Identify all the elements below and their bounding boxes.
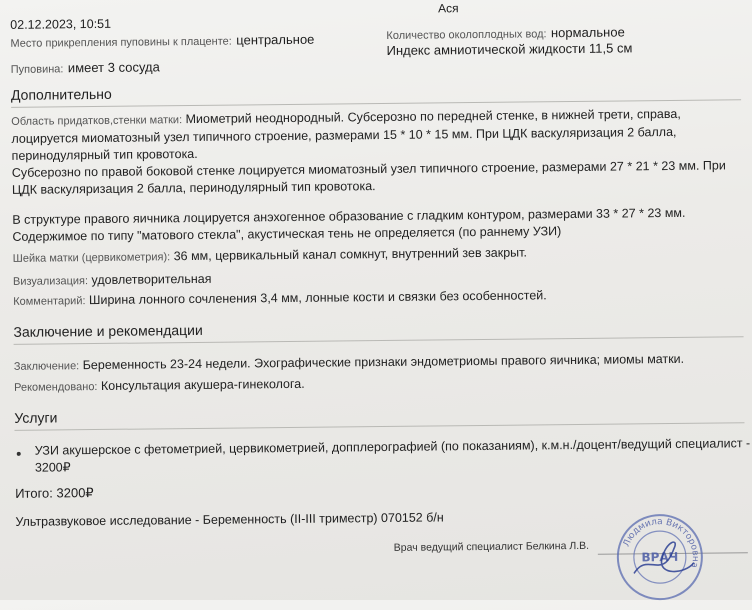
cervix-label: Шейка матки (цервикометрия): [12,251,171,265]
service-text-1: УЗИ акушерское с фетометрией, цервикометрией, допплерографией (по показаниям), к.м.н./доцент/ведущий специалист - [34,436,751,458]
cord-row [11,58,160,78]
study-title: Ультразвуковое исследование - Беременность (II-III триместр) 070152 б/н [15,510,444,529]
adnexa-text-1: Миометрий неоднородный. Субсерозно по передней стенке, в нижней трети, справа, [185,106,681,127]
visual-value: удовлетворительная [91,271,212,288]
section-title-services: Услуги [14,409,58,426]
visual-label: Визуализация: [12,275,89,288]
ovary-text-1: В структуре правого яичника лоцируется анэхогенное образование с гладким контуром, размерами 33 * 27 * 23 мм. [12,205,686,227]
conclusion-label: Заключение: [13,360,80,373]
stamp-ring-text: Людмила Викторовна [621,517,700,569]
section-title-additional: Дополнительно [10,85,112,103]
placenta-row [10,31,314,52]
divider [15,422,745,431]
ovary-text-2: Содержимое по типу "матового стекла", акустическая тень не определяется (по раннему УЗИ) [12,224,562,244]
adnexa-text-4: Субсерозно по правой боковой стенке лоцируется миоматозный узел типичного строение, размерами 27 * 21 * 23 мм. При [11,158,726,180]
stamp-center-text: ВРАЧ [641,549,679,565]
adnexa-block [11,105,726,198]
doctor-signature-line: Врач ведущий специалист Белкина Л.В. [393,539,590,554]
conclusion-value: Беременность 23-24 недели. Эхографические признаки эндометриомы правого яичника; миомы матки. [82,351,685,373]
comment-value: Ширина лонного сочленения 3,4 мм, лонные кости и связки без особенностей. [88,288,547,308]
fluid-value: нормальное [550,24,625,41]
adnexa-text-5: ЦДК васкуляризация 2 балла, перинодулярный тип кровотока. [11,179,376,197]
afi-text: Индекс амниотической жидкости 11,5 см [386,40,633,58]
adnexa-text-3: перинодулярный тип кровотока. [11,146,198,163]
cord-label: Пуповина: [10,63,64,76]
section-title-conclusion: Заключение и рекомендации [13,321,203,340]
fluid-label: Количество околоплодных вод: [386,28,547,42]
cord-value: имеет 3 сосуда [67,59,160,76]
service-price: 3200₽ [34,460,71,475]
ovary-block [12,205,686,246]
placenta-value: центральное [236,31,315,48]
adnexa-text-2: лоцируется миоматозный узел типичного строение, размерами 15 * 10 * 15 мм. При ЦДК васкуляризация 2 балла, [11,124,677,146]
placenta-label: Место прикрепления пуповины к плаценте: [10,35,232,50]
doctor-stamp [613,511,706,604]
visual-row [13,271,212,291]
list-bullet [17,452,21,456]
cervix-row [13,244,527,267]
cervix-value: 36 мм, цервикальный канал сомкнут, внутренний зев закрыт. [173,245,528,264]
total: Итого: 3200₽ [15,485,94,501]
recommended-value: Консультация акушера-гинеколога. [100,376,305,393]
recommended-label: Рекомендовано: [13,381,98,394]
conclusion-row [14,351,684,376]
comment-label: Комментарий: [13,295,86,308]
adnexa-label: Область придатков,стенки матки: [11,114,183,128]
recommended-row [14,376,305,397]
comment-row [13,287,547,311]
patient-name: Ася [438,1,459,16]
report-datetime: 02.12.2023, 10:51 [10,16,112,32]
service-item [35,435,751,476]
